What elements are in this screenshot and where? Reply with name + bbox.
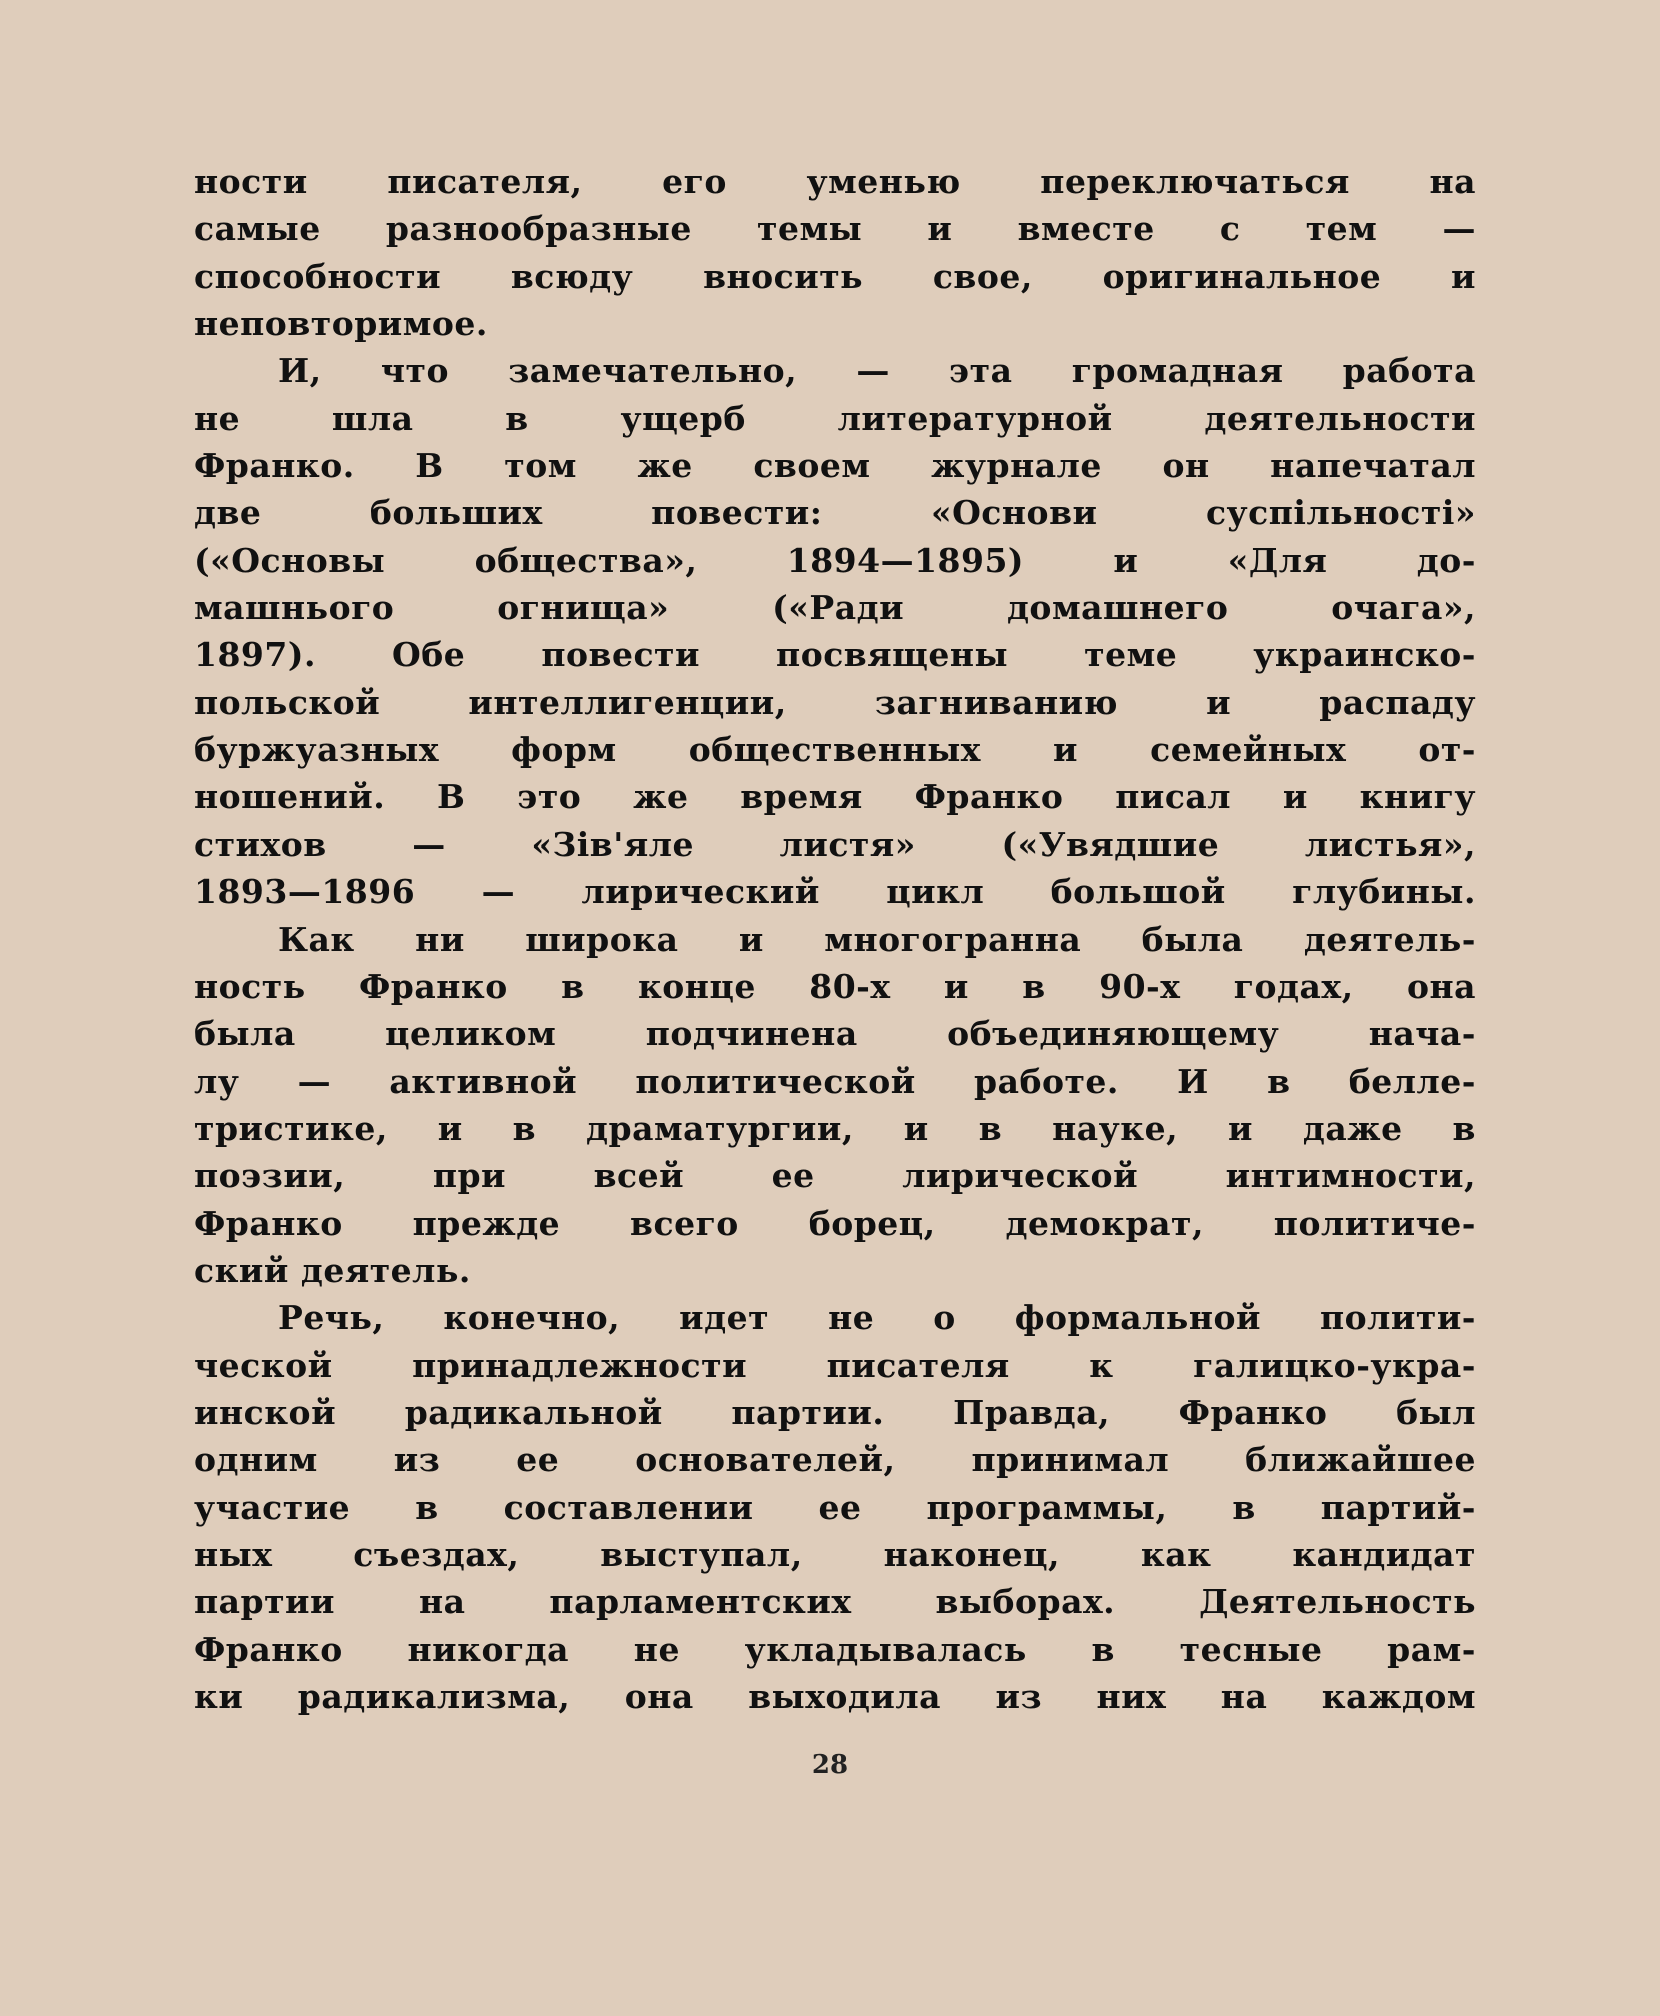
text-line: ский деятель. <box>194 1250 471 1290</box>
text-line: инской радикальной партии. Правда, Франко был <box>194 1392 1476 1432</box>
text-line: 1893—1896 — лирический цикл большой глубины. <box>194 872 1476 912</box>
text-line: ношений. В это же время Франко писал и книгу <box>194 777 1476 817</box>
text-line: ность Франко в конце 80-х и в 90-х годах, она <box>194 966 1476 1006</box>
text-line: 1897). Обе повести посвящены теме украинско- <box>194 635 1476 675</box>
text-line: тристике, и в драматургии, и в науке, и даже в <box>194 1108 1476 1148</box>
text-line: («Основы общества», 1894—1895) и «Для до- <box>194 540 1476 580</box>
paragraph-start-line: И, что замечательно, — эта громадная работа <box>278 351 1476 391</box>
text-line: самые разнообразные темы и вместе с тем — <box>194 209 1476 249</box>
text-line: буржуазных форм общественных и семейных от- <box>194 730 1476 770</box>
text-line: ных съездах, выступал, наконец, как кандидат <box>194 1534 1476 1574</box>
text-line: ности писателя, его уменью переключаться на <box>194 162 1476 201</box>
text-line: лу — активной политической работе. И в белле- <box>194 1061 1476 1101</box>
text-line: Франко никогда не укладывалась в тесные рам- <box>194 1629 1476 1669</box>
text-line: неповторимое. <box>194 304 488 344</box>
text-line: стихов — «Зів'яле листя» («Увядшие листья», <box>194 824 1476 864</box>
text-line: Франко. В том же своем журнале он напечатал <box>194 446 1476 486</box>
body-text <box>194 158 1476 1720</box>
text-line: была целиком подчинена объединяющему нача- <box>194 1014 1476 1054</box>
paragraph-start-line: Как ни широка и многогранна была деятель- <box>278 919 1476 959</box>
page-number: 28 <box>811 1750 849 1780</box>
text-line: одним из ее основателей, принимал ближайшее <box>194 1440 1476 1480</box>
text-line: ки радикализма, она выходила из них на каждом <box>194 1677 1476 1716</box>
text-line: партии на парламентских выборах. Деятельность <box>194 1582 1476 1622</box>
text-line: Франко прежде всего борец, демократ, политиче- <box>194 1203 1476 1243</box>
text-line: не шла в ущерб литературной деятельности <box>194 398 1476 438</box>
text-line: ческой принадлежности писателя к галицко-укра- <box>194 1345 1476 1385</box>
text-line: машнього огнища» («Ради домашнего очага», <box>194 588 1476 628</box>
text-line: участие в составлении ее программы, в партий- <box>194 1487 1476 1527</box>
text-line: польской интеллигенции, загниванию и распаду <box>194 682 1476 722</box>
text-line: две больших повести: «Основи суспільності» <box>194 493 1476 533</box>
text-line: способности всюду вносить свое, оригинальное и <box>194 256 1476 296</box>
text-line: поэзии, при всей ее лирической интимности, <box>194 1156 1476 1196</box>
paragraph-start-line: Речь, конечно, идет не о формальной полити- <box>278 1298 1476 1338</box>
